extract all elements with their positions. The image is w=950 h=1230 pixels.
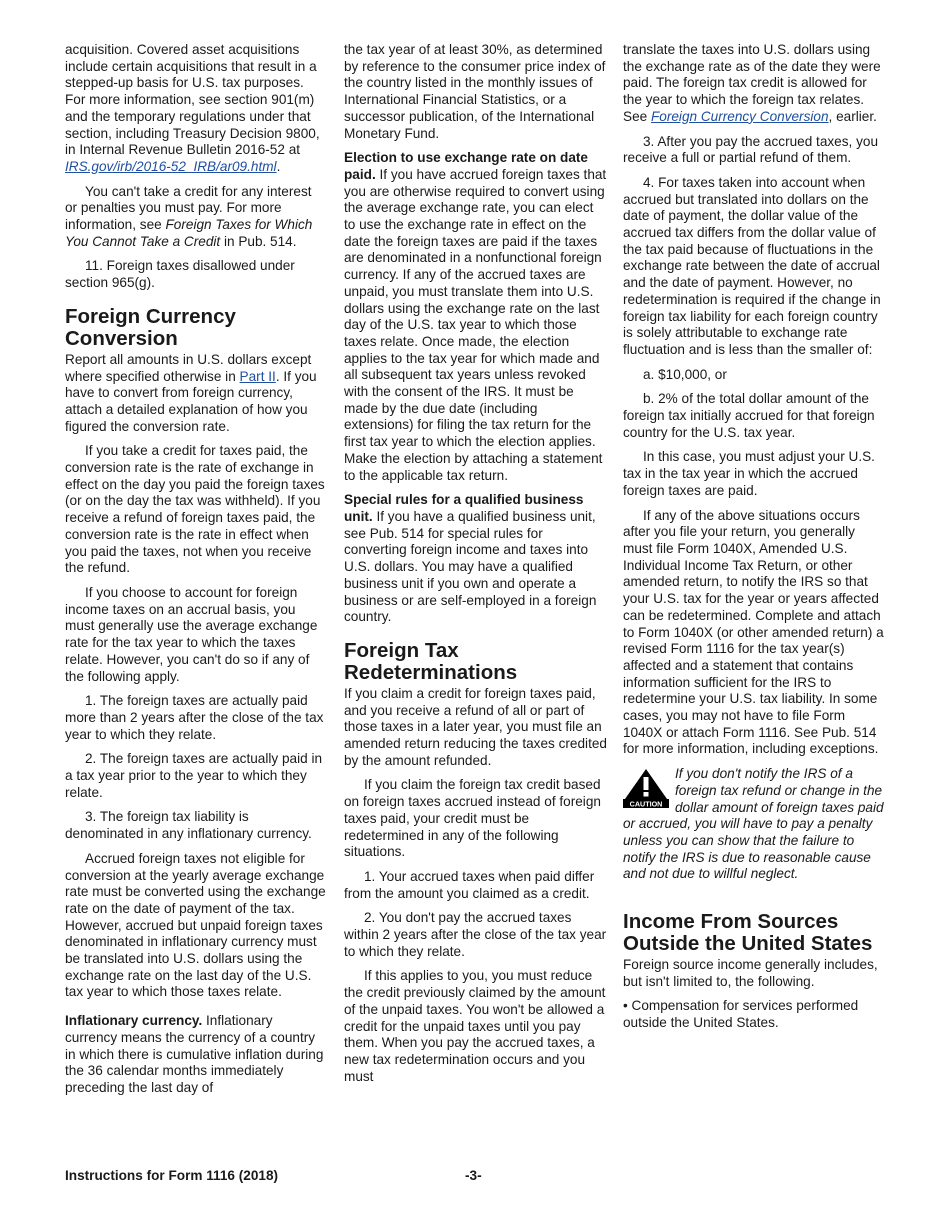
bullet-item: • Compensation for services performed outside the United States. xyxy=(623,998,859,1031)
run-in-heading: Election to use exchange rate on date paid. xyxy=(344,150,588,182)
paragraph: If you claim a credit for foreign taxes paid, and you receive a refund of all or part of those taxes in a later year, you must file an amended return reducing the taxes credited by the amount refunded. xyxy=(344,685,607,768)
caution-note xyxy=(623,766,885,883)
foreign-currency-conversion-link[interactable]: Foreign Currency Conversion xyxy=(650,108,829,124)
paragraph: translate the taxes into U.S. dollars using the exchange rate as of the date they were paid. The foreign tax credit is allowed for the year to which the foreign tax relates. See Foreign Currency Conversion, earlier. xyxy=(623,42,881,124)
list-item: 4. For taxes taken into account when accrued but translated into dollars on the date of payment, the dollar value of the accrued tax differs from the dollar value of the tax paid because of fluctuations in the exchange rate between the date of accrual and the date of payment. However, no redetermination is required if the change in foreign tax liability for each foreign country is solely attributable to exchange rate fluctuation and is less than the smaller of: xyxy=(623,174,881,357)
paragraph: You can't take a credit for any interest or penalties you must pay. For more information, see Foreign Taxes for Which You Cannot Take a Credit in Pub. 514. xyxy=(65,183,313,249)
paragraph: If this applies to you, you must reduce the credit previously claimed by the amount of the unpaid taxes. You won't be allowed a credit for the unpaid taxes until you pay them. When you pay the accrued taxes, a new tax redetermination occurs and you must xyxy=(344,968,606,1084)
heading-foreign-tax-redeterminations: Foreign Tax Redeterminations xyxy=(344,638,518,684)
footer-form-title: Instructions for Form 1116 (2018) xyxy=(65,1168,279,1183)
paragraph: Accrued foreign taxes not eligible for conversion at the yearly average exchange rate must be converted using the exchange rate on the date of payment of the tax. However, accrued but unpaid foreign taxes denominated in inflationary currency must be translated into U.S. dollars using the exchange rate on the last day of the U.S. tax year to which those taxes relate. xyxy=(65,850,326,1000)
paragraph: Election to use exchange rate on date paid. If you have accrued foreign taxes that you are otherwise required to convert using the average exchange rate, you can elect to use the exchange rate in effect on the date the foreign taxes are paid if the taxes are denominated in a nonfunctional foreign currency. If any of the accrued taxes are unpaid, you must translate them into U.S. dollars using the exchange rate on the last day of the U.S. tax year to which those taxes relate. Once made, the election applies to the tax year for which made and all subsequent tax years unless revoked with the consent of the IRS. It must be made by the due date (including extensions) for filing the tax return for the first tax year to which the election applies. Make the election by attaching a statement to the applicable tax return. xyxy=(344,150,607,483)
caution-icon xyxy=(623,768,669,808)
paragraph: In this case, you must adjust your U.S. tax in the tax year in which the accrued foreign taxes are paid. xyxy=(623,449,875,498)
list-item: 2. You don't pay the accrued taxes within 2 years after the close of the tax year to which they relate. xyxy=(344,910,607,959)
list-item: 1. Your accrued taxes when paid differ from the amount you claimed as a credit. xyxy=(344,868,595,901)
paragraph: the tax year of at least 30%, as determined by reference to the consumer price index of the country listed in the monthly issues of International Financial Statistics, or a successor publication, of the International Monetary Fund. xyxy=(344,42,606,141)
heading-foreign-currency-conversion: Foreign Currency Conversion xyxy=(65,304,236,350)
paragraph: Report all amounts in U.S. dollars except where specified otherwise in Part II. If you have to convert from foreign currency, attach a detailed explanation of how you figured the conversion rate. xyxy=(65,351,317,434)
paragraph: acquisition. Covered asset acquisitions include certain acquisitions that result in a stepped-up basis for U.S. tax purposes. For more information, see section 901(m) and the temporary regulations under that section, including Treasury Decision 9800, in Internal Revenue Bulletin 2016-52 at IRS.gov/irb/2016-52_IRB/ar09.html. xyxy=(65,42,320,174)
paragraph: If any of the above situations occurs after you file your return, you generally must file Form 1040X, Amended U.S. Individual Income Tax Return, or other amended return, to notify the IRS so that your U.S. tax for the year or years affected can be redetermined. Complete and attach to Form 1040X (or other amended return) a revised Form 1116 for the tax year(s) affected and a statement that contains information sufficient for the IRS to redetermine your U.S. tax liability. In some cases, you may not have to file Form 1040X or attach Form 1116. See Pub. 514 for more information, including exceptions. xyxy=(623,507,884,757)
column-3 xyxy=(623,42,885,1040)
list-item: 1. The foreign taxes are actually paid more than 2 years after the close of the tax year to which they relate. xyxy=(65,693,324,742)
paragraph: If you claim the foreign tax credit based on foreign taxes accrued instead of foreign taxes paid, your credit must be redetermined in any of the following situations. xyxy=(344,777,601,860)
list-item: b. 2% of the total dollar amount of the foreign tax initially accrued for that foreign country for the U.S. tax year. xyxy=(623,391,875,440)
list-item: 2. The foreign taxes are actually paid in a tax year prior to the year to which they relate. xyxy=(65,751,323,800)
paragraph: If you choose to account for foreign income taxes on an accrual basis, you must generally use the average exchange rate for the tax year to which the taxes relate. However, you can't do so if any of the following apply. xyxy=(65,584,318,684)
list-item: 11. Foreign taxes disallowed under section 965(g). xyxy=(65,258,295,291)
run-in-heading: Special rules for a qualified business unit. xyxy=(344,492,584,524)
part-ii-link[interactable]: Part II xyxy=(239,368,276,384)
caution-label: CAUTION xyxy=(629,799,663,809)
list-item: 3. The foreign tax liability is denominated in any inflationary currency. xyxy=(65,809,312,842)
column-2 xyxy=(344,42,608,1093)
list-item: 3. After you pay the accrued taxes, you receive a full or partial refund of them. xyxy=(623,133,879,166)
irs-bulletin-link[interactable]: IRS.gov/irb/2016-52_IRB/ar09.html xyxy=(65,158,277,174)
paragraph: Special rules for a qualified business unit. If you have a qualified business unit, see Pub. 514 for special rules for converting foreign income and taxes into U.S. dollars. You may have a qualified business unit if you own and operate a business or are self-employed in a foreign country. xyxy=(344,492,597,625)
page-number: -3- xyxy=(465,1168,482,1183)
run-in-heading: Inflationary currency. xyxy=(65,1013,203,1029)
paragraph: If you take a credit for taxes paid, the conversion rate is the rate of exchange in effect on the day you paid the foreign taxes (or on the day the tax was withheld). If you receive a refund of foreign taxes paid, the conversion rate is the rate in effect when you paid the taxes, not when you receive the refund. xyxy=(65,443,325,576)
list-item: a. $10,000, or xyxy=(643,366,727,382)
heading-income-from-sources-outside-us: Income From Sources Outside the United States xyxy=(623,910,873,956)
paragraph: Inflationary currency. Inflationary currency means the currency of a country in which there is cumulative inflation during the 36 calendar months immediately preceding the last day of xyxy=(65,1013,324,1095)
column-1 xyxy=(65,42,327,1105)
paragraph: Foreign source income generally includes, but isn't limited to, the following. xyxy=(623,957,878,989)
caution-text: If you don't notify the IRS of a foreign tax refund or change in the dollar amount of foreign taxes paid or accrued, you will have to pay a penalty unless you can show that the failure to notify the IRS is due to reasonable cause and not due to willful neglect. xyxy=(623,766,884,882)
